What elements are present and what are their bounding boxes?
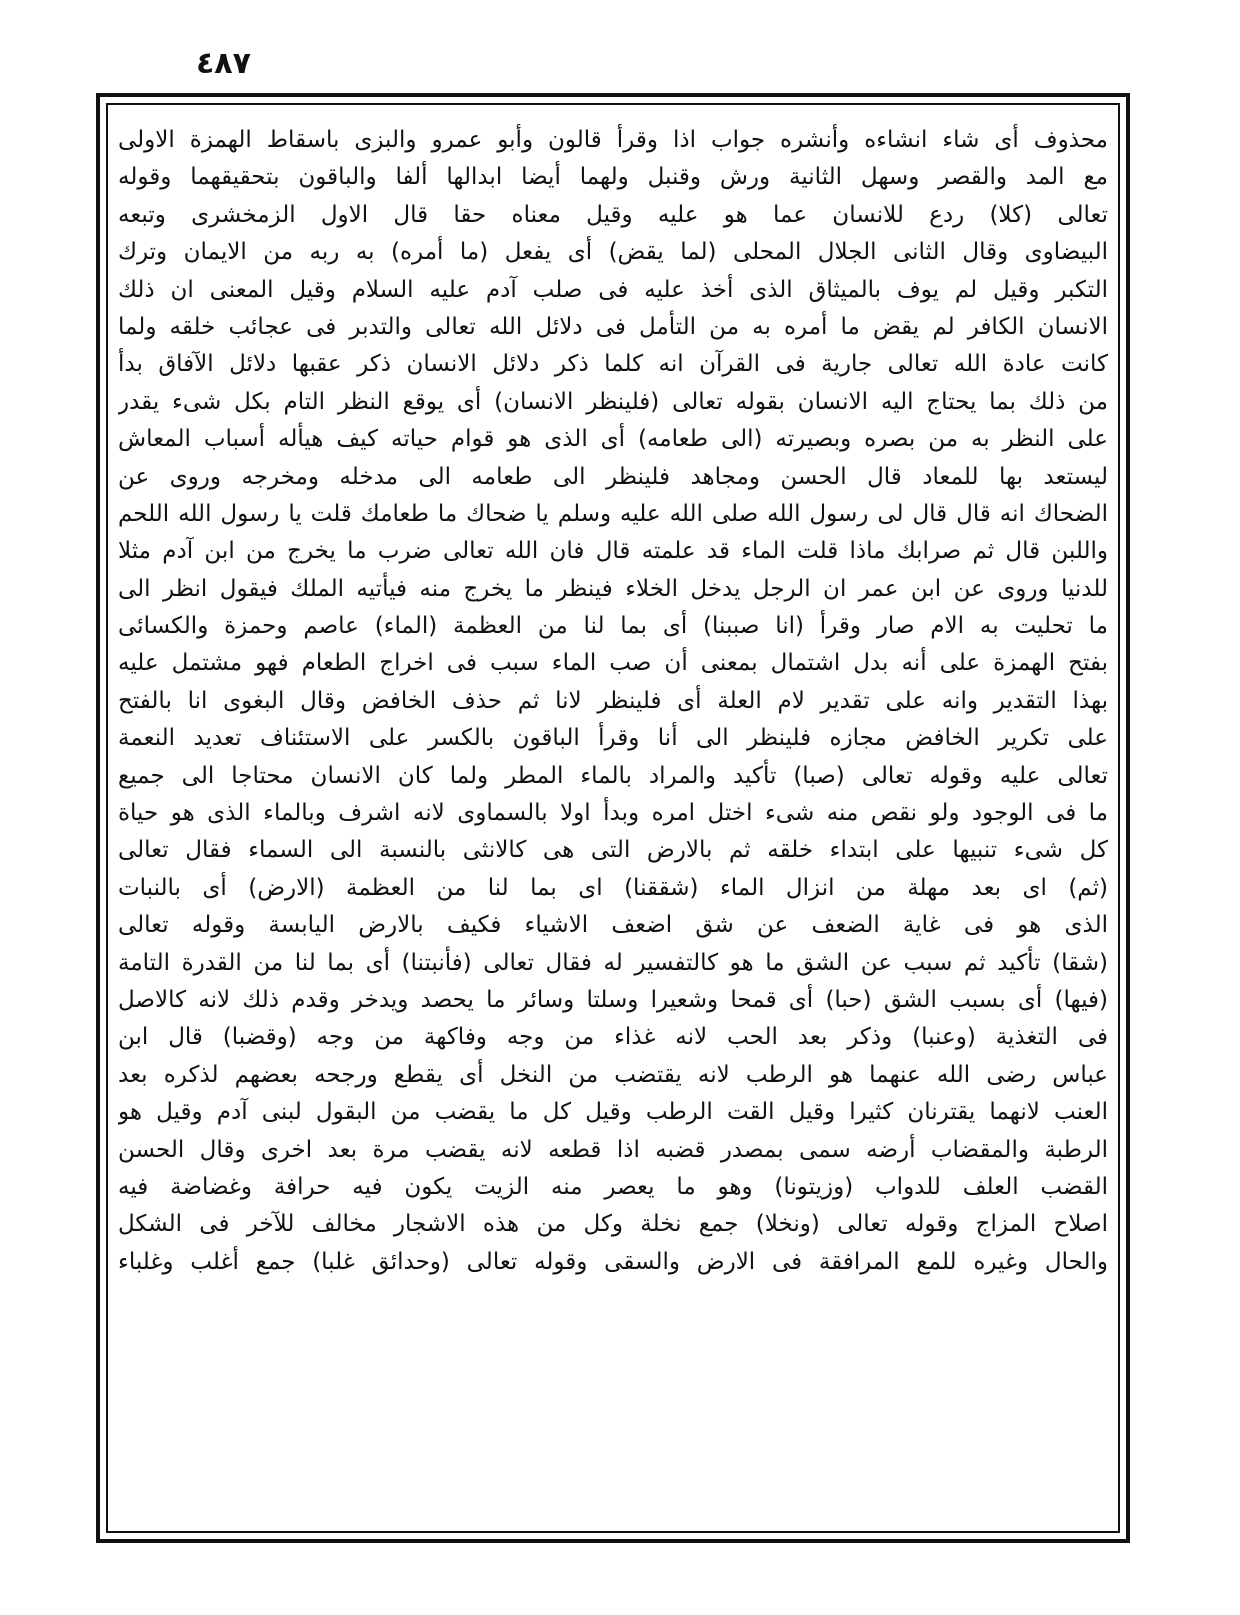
text-line: اصلاح المزاج وقوله تعالى (ونخلا) جمع نخلة وكل من هذه الاشجار مخالف للآخر فى الشكل [118,1211,1108,1238]
text-line: على تكرير الخافض مجازه فلينظر الى أنا وقرأ الباقون بالكسر على الاستئناف تعديد النعمة [118,725,1108,752]
text-line: للدنيا وروى عن ابن عمر ان الرجل يدخل الخلاء فينظر ما يخرج منه فيأتيه الملك فيقول انظر الى [118,575,1108,602]
text-line: القضب العلف للدواب (وزيتونا) وهو ما يعصر منه الزيت يكون فيه حرافة وغضاضة فيه [118,1173,1108,1200]
text-line: محذوف أى شاء انشاءه وأنشره جواب اذا وقرأ قالون وأبو عمرو والبزى باسقاط الهمزة الاولى [118,127,1108,153]
text-line: الذى هو فى غاية الضعف عن شق اضعف الاشياء فكيف بالارض اليابسة وقوله تعالى [118,912,1108,939]
text-line: فى التغذية (وعنبا) وذكر بعد الحب لانه غذاء من وجه وفاكهة من وجه (وقضبا) قال ابن [118,1024,1108,1051]
text-line: بهذا التقدير وانه على تقدير لام العلة أى فلينظر لانا ثم حذف الخافض وقال البغوى انا بالفتح [118,687,1108,714]
text-line: واللبن قال ثم صرابك ماذا قلت الماء قد علمته قال فان الله تعالى ضرب ما يخرج من ابن آدم مثلا [118,538,1108,565]
text-line: كانت عادة الله تعالى جارية فى القرآن انه كلما ذكر دلائل الانسان ذكر عقبها دلائل الآفاق بدأ [118,351,1108,378]
text-line: مع المد والقصر وسهل الثانية ورش وقنبل ولهما أيضا ابدالها ألفا والباقون بتحقيقهما وقوله [118,164,1108,191]
text-line: (فيها) أى بسبب الشق (حبا) أى قمحا وشعيرا وسلتا وسائر ما يحصد ويدخر وقدم ذلك لانه كالاصل [118,986,1108,1013]
text-line: ليستعد بها للمعاد قال الحسن ومجاهد فلينظر الى طعامه الى مدخله ومخرجه وروى عن [118,463,1108,490]
text-line: من ذلك بما يحتاج اليه الانسان بقوله تعالى (فلينظر الانسان) أى يوقع النظر التام بكل شىء يقدر [118,388,1108,415]
text-line: ما فى الوجود ولو نقص منه شىء اختل امره وبدأ اولا بالسماوى لانه اشرف وبالماء الذى هو حياة [118,800,1108,827]
text-line: بفتح الهمزة على أنه بدل اشتمال بمعنى أن صب الماء سبب فى اخراج الطعام فهو مشتمل عليه [118,650,1108,677]
text-line: الضحاك انه قال قال لى رسول الله صلى الله عليه وسلم يا ضحاك ما طعامك قلت يا رسول الله اللحم [118,500,1108,527]
text-line: البيضاوى وقال الثانى الجلال المحلى (لما يقض) أى يفعل (ما أمره) به ربه من الايمان وترك [118,239,1108,266]
text-line: كل شىء تنبيها على ابتداء خلقه ثم بالارض التى هى كالانثى بالنسبة الى السماء فقال تعالى [118,837,1108,864]
text-line: (شقا) تأكيد ثم سبب عن الشق ما هو كالتفسير له فقال تعالى (فأنبتنا) أى بما لنا من القدرة التامة [118,949,1108,976]
text-line: الانسان الكافر لم يقض ما أمره به من التأمل فى دلائل الله تعالى والتدبر فى عجائب خلقه ولما [118,313,1108,340]
text-line: العنب لانهما يقترنان كثيرا وقيل القت الرطب وقيل كل ما يقضب من البقول لبنى آدم وقيل هو [118,1099,1108,1126]
text-line: الرطبة والمقضاب أرضه سمى بمصدر قضبه اذا قطعه لانه يقضب مرة بعد اخرى وقال الحسن [118,1136,1108,1163]
page-number: ٤٨٧ [196,46,251,81]
text-block [118,122,1108,1522]
text-line: على النظر به من بصره وبصيرته (الى طعامه) أى الذى هو قوام حياته كيف هيأله أسباب المعاش [118,426,1108,453]
text-line: تعالى (كلا) ردع للانسان عما هو عليه وقيل معناه حقا قال الاول الزمخشرى وتبعه [118,201,1108,228]
text-line: والحال وغيره للمع المرافقة فى الارض والسقى وقوله تعالى (وحدائق غلبا) جمع أغلب وغلباء [118,1248,1108,1275]
text-line: عباس رضى الله عنهما هو الرطب لانه يقتضب من النخل أى يقطع ورجحه بعضهم لذكره بعد [118,1061,1108,1088]
text-line: (ثم) اى بعد مهلة من انزال الماء (شققنا) اى بما لنا من العظمة (الارض) أى بالنبات [118,874,1108,901]
text-line: تعالى عليه وقوله تعالى (صبا) تأكيد والمراد بالماء المطر ولما كان الانسان محتاجا الى جميع [118,762,1108,789]
text-line: ما تحليت به الام صار وقرأ (انا صببنا) أى بما لنا من العظمة (الماء) عاصم وحمزة والكسائى [118,613,1108,640]
text-line: التكبر وقيل لم يوف بالميثاق الذى أخذ عليه فى صلب آدم عليه السلام وقيل المعنى ان ذلك [118,276,1108,303]
